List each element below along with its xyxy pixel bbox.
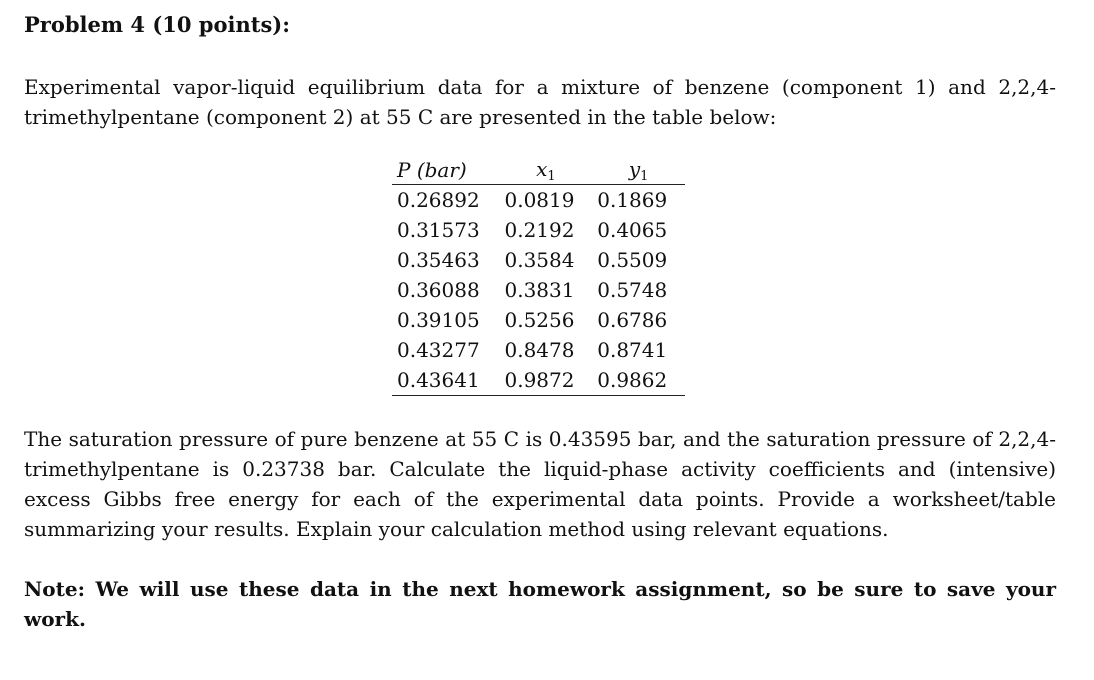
cell-pressure: 0.35463	[397, 248, 480, 272]
note-paragraph: Note: We will use these data in the next homework assignment, so be sure to save your work.	[24, 577, 1056, 631]
cell-pressure: 0.43277	[397, 338, 480, 362]
vle-data-table-container	[392, 156, 685, 396]
header-y1: $y_1$	[592, 156, 685, 185]
cell-y1: 0.1869	[597, 188, 668, 212]
cell-x1: 0.5256	[504, 308, 575, 332]
table-body	[392, 185, 685, 396]
problem-title: Problem 4 (10 points):	[24, 12, 290, 37]
cell-y1: 0.5509	[597, 248, 668, 272]
cell-x1: 0.8478	[504, 338, 575, 362]
table-row	[392, 365, 685, 396]
cell-pressure: 0.39105	[397, 308, 480, 332]
table-row	[392, 245, 685, 275]
cell-pressure: 0.36088	[397, 278, 480, 302]
cell-y1: 0.9862	[597, 368, 668, 392]
cell-pressure: 0.31573	[397, 218, 480, 242]
cell-x1: 0.3584	[504, 248, 575, 272]
cell-y1: 0.8741	[597, 338, 668, 362]
intro-paragraph: Experimental vapor-liquid equilibrium data for a mixture of benzene (component 1) and 2,2,4-trimethylpentane (component 2) at 55 C are presented in the table below:	[24, 75, 1056, 129]
task-paragraph: The saturation pressure of pure benzene at 55 C is 0.43595 bar, and the saturation pressure of 2,2,4-trimethylpentane is 0.23738 bar. Calculate the liquid-phase activity coefficients and (intensive) excess Gibbs free energy for each of the experimental data points. Provide a worksheet/table summarizing your results. Explain your calculation method using relevant equations.	[24, 427, 1056, 541]
cell-y1: 0.6786	[597, 308, 668, 332]
table-row	[392, 215, 685, 245]
cell-pressure: 0.26892	[397, 188, 480, 212]
cell-x1: 0.2192	[504, 218, 575, 242]
cell-x1: 0.3831	[504, 278, 575, 302]
cell-pressure: 0.43641	[397, 368, 480, 392]
table-row	[392, 275, 685, 305]
cell-y1: 0.5748	[597, 278, 668, 302]
header-pressure: P (bar)	[392, 156, 500, 185]
vle-data-table	[392, 156, 685, 396]
cell-x1: 0.0819	[504, 188, 575, 212]
header-x1: $x_1$	[500, 156, 593, 185]
table-row	[392, 185, 685, 216]
table-header-row	[392, 156, 685, 185]
cell-x1: 0.9872	[504, 368, 575, 392]
cell-y1: 0.4065	[597, 218, 668, 242]
table-row	[392, 335, 685, 365]
table-row	[392, 305, 685, 335]
